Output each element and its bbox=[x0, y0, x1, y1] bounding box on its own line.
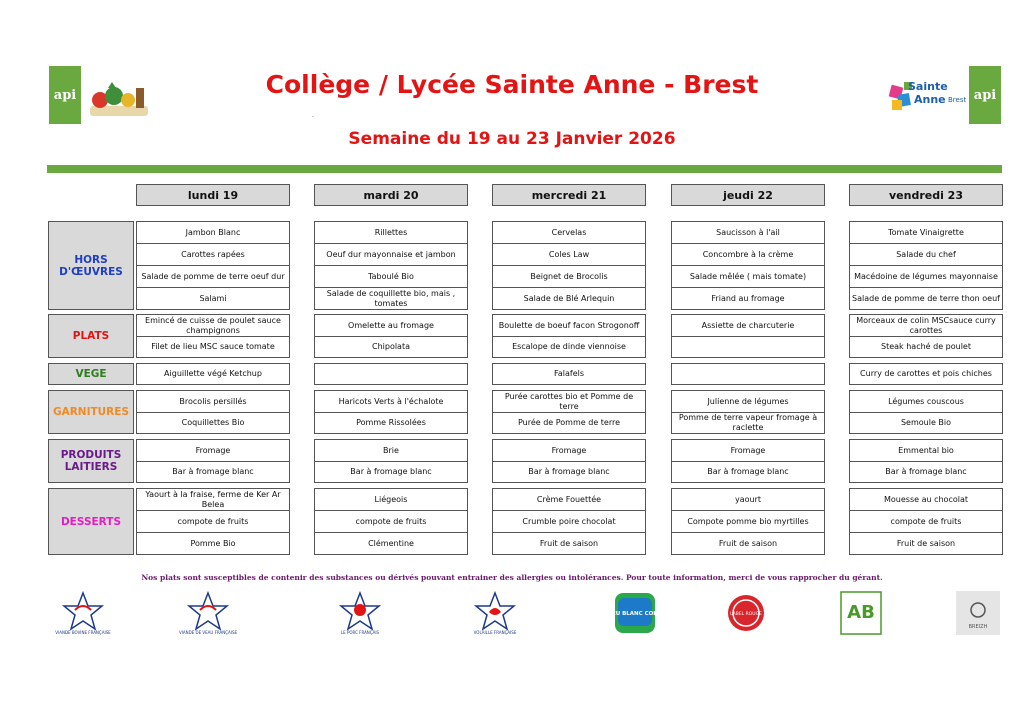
menu-item: Fruit de saison bbox=[671, 532, 825, 555]
menu-item: Brocolis persillés bbox=[136, 390, 290, 413]
menu-item: Liégeois bbox=[314, 488, 468, 511]
menu-item: compote de fruits bbox=[849, 510, 1003, 533]
school-logo bbox=[888, 78, 967, 118]
category-produits-laitiers: PRODUITS LAITIERS bbox=[48, 439, 134, 483]
school-logo-line3: Brest bbox=[948, 96, 967, 104]
menu-item: Falafels bbox=[492, 363, 646, 385]
week-subtitle: Semaine du 19 au 23 Janvier 2026 bbox=[348, 129, 676, 149]
menu-item: Salade de coquillette bio, mais , tomates bbox=[314, 287, 468, 310]
menu-item: Crumble poire chocolat bbox=[492, 510, 646, 533]
logo-caption: LE PORC FRANÇAIS bbox=[340, 630, 380, 635]
menu-item: compote de fruits bbox=[136, 510, 290, 533]
menu-item: Bar à fromage blanc bbox=[671, 461, 825, 483]
menu-item: Fruit de saison bbox=[492, 532, 646, 555]
menu-item: Filet de lieu MSC sauce tomate bbox=[136, 336, 290, 358]
allergy-disclaimer: Nos plats sont susceptibles de contenir des substances ou dérivés pouvant entrainer des allergies ou intolérances. Pour toute information, merci de vous rapprocher du gérant. bbox=[141, 573, 883, 582]
menu-item: Semoule Bio bbox=[849, 412, 1003, 434]
category-desserts: DESSERTS bbox=[48, 488, 134, 555]
logo-caption: BREIZH bbox=[968, 624, 988, 630]
category-vege: VEGE bbox=[48, 363, 134, 385]
page-title: Collège / Lycée Sainte Anne - Brest bbox=[265, 70, 759, 99]
menu-item: Rillettes bbox=[314, 221, 468, 244]
menu-item: Assiette de charcuterie bbox=[671, 314, 825, 337]
school-logo-line1: Sainte bbox=[908, 80, 948, 93]
menu-item: Cervelas bbox=[492, 221, 646, 244]
menu-item: Chipolata bbox=[314, 336, 468, 358]
le-porc-francais-logo-icon bbox=[337, 590, 383, 636]
menu-item: yaourt bbox=[671, 488, 825, 511]
menu-item: Steak haché de poulet bbox=[849, 336, 1003, 358]
label-rouge-logo-icon bbox=[723, 590, 769, 636]
day-header-mardi: mardi 20 bbox=[314, 184, 468, 206]
menu-item: Bar à fromage blanc bbox=[136, 461, 290, 483]
menu-item: Beignet de Brocolis bbox=[492, 265, 646, 288]
logo-caption: BLEU BLANC COEUR bbox=[604, 611, 666, 617]
logo-caption: AB bbox=[847, 602, 875, 623]
menu-item: Pomme Bio bbox=[136, 532, 290, 555]
menu-item: Julienne de légumes bbox=[671, 390, 825, 413]
menu-item: Curry de carottes et pois chiches bbox=[849, 363, 1003, 385]
menu-item: Carottes rapées bbox=[136, 243, 290, 266]
day-header-vendredi: vendredi 23 bbox=[849, 184, 1003, 206]
menu-item bbox=[671, 336, 825, 358]
menu-item: Mouesse au chocolat bbox=[849, 488, 1003, 511]
menu-item: Oeuf dur mayonnaise et jambon bbox=[314, 243, 468, 266]
menu-item: Clémentine bbox=[314, 532, 468, 555]
api-logo-text: api bbox=[53, 87, 77, 103]
menu-item: Salade de pomme de terre thon oeuf bbox=[849, 287, 1003, 310]
menu-item: Concombre à la crème bbox=[671, 243, 825, 266]
menu-item: Omelette au fromage bbox=[314, 314, 468, 337]
menu-item: Escalope de dinde viennoise bbox=[492, 336, 646, 358]
category-garnitures: GARNITURES bbox=[48, 390, 134, 434]
api-logo-text: api bbox=[973, 87, 997, 103]
menu-item: Haricots Verts à l'échalote bbox=[314, 390, 468, 413]
menu-item: Bar à fromage blanc bbox=[314, 461, 468, 483]
menu-item: Salade du chef bbox=[849, 243, 1003, 266]
menu-item: Coles Law bbox=[492, 243, 646, 266]
logo-caption: LABEL ROUGE bbox=[730, 612, 762, 617]
menu-item: Aiguillette végé Ketchup bbox=[136, 363, 290, 385]
logo-caption: VIANDE DE VEAU FRANÇAISE bbox=[178, 630, 238, 635]
menu-item: Morceaux de colin MSCsauce curry carottes bbox=[849, 314, 1003, 337]
menu-item bbox=[671, 363, 825, 385]
menu-item: Salade de Blé Arlequin bbox=[492, 287, 646, 310]
menu-item: Yaourt à la fraise, ferme de Ker Ar Belea bbox=[136, 488, 290, 511]
menu-item: Bar à fromage blanc bbox=[492, 461, 646, 483]
agriculture-biologique-logo-icon bbox=[838, 590, 884, 636]
menu-item: Fromage bbox=[671, 439, 825, 462]
menu-item: Pomme de terre vapeur fromage à raclette bbox=[671, 412, 825, 434]
school-logo-line2: Anne bbox=[914, 93, 946, 106]
menu-item: Compote pomme bio myrtilles bbox=[671, 510, 825, 533]
menu-item: Purée de Pomme de terre bbox=[492, 412, 646, 434]
decorative-dot: . bbox=[312, 112, 314, 119]
viande-bovine-francaise-logo-icon bbox=[55, 590, 111, 636]
menu-item: Jambon Blanc bbox=[136, 221, 290, 244]
menu-item: Brie bbox=[314, 439, 468, 462]
logo-caption: VOLAILLE FRANÇAISE bbox=[473, 630, 517, 635]
menu-item: Salade mêlée ( mais tomate) bbox=[671, 265, 825, 288]
menu-item bbox=[314, 363, 468, 385]
day-header-jeudi: jeudi 22 bbox=[671, 184, 825, 206]
menu-item: compote de fruits bbox=[314, 510, 468, 533]
menu-item: Taboulé Bio bbox=[314, 265, 468, 288]
menu-item: Salami bbox=[136, 287, 290, 310]
breizh-logo-icon bbox=[955, 590, 1001, 636]
menu-item: Purée carottes bio et Pomme de terre bbox=[492, 390, 646, 413]
menu-item: Macédoine de légumes mayonnaise bbox=[849, 265, 1003, 288]
menu-item: Emincé de cuisse de poulet sauce champignons bbox=[136, 314, 290, 337]
menu-item: Bar à fromage blanc bbox=[849, 461, 1003, 483]
menu-item: Pomme Rissolées bbox=[314, 412, 468, 434]
menu-item: Légumes couscous bbox=[849, 390, 1003, 413]
menu-item: Tomate Vinaigrette bbox=[849, 221, 1003, 244]
menu-item: Saucisson à l'ail bbox=[671, 221, 825, 244]
category-plats: PLATS bbox=[48, 314, 134, 358]
api-logo-right bbox=[969, 66, 1001, 124]
menu-item: Fruit de saison bbox=[849, 532, 1003, 555]
menu-item: Emmental bio bbox=[849, 439, 1003, 462]
logo-caption: VIANDE BOVINE FRANÇAISE bbox=[55, 630, 111, 635]
menu-item: Coquillettes Bio bbox=[136, 412, 290, 434]
menu-item: Boulette de boeuf facon Strogonoff bbox=[492, 314, 646, 337]
menu-item: Fromage bbox=[492, 439, 646, 462]
menu-item: Crème Fouettée bbox=[492, 488, 646, 511]
menu-item: Fromage bbox=[136, 439, 290, 462]
bleu-blanc-coeur-logo-icon bbox=[604, 590, 666, 636]
viande-de-veau-francaise-logo-icon bbox=[178, 590, 238, 636]
menu-item: Friand au fromage bbox=[671, 287, 825, 310]
day-header-lundi: lundi 19 bbox=[136, 184, 290, 206]
category-hors-doeuvres: HORS D'ŒUVRES bbox=[48, 221, 134, 310]
green-divider bbox=[47, 165, 1002, 173]
day-header-mercredi: mercredi 21 bbox=[492, 184, 646, 206]
volaille-francaise-logo-icon bbox=[472, 590, 518, 636]
menu-item: Salade de pomme de terre oeuf dur bbox=[136, 265, 290, 288]
